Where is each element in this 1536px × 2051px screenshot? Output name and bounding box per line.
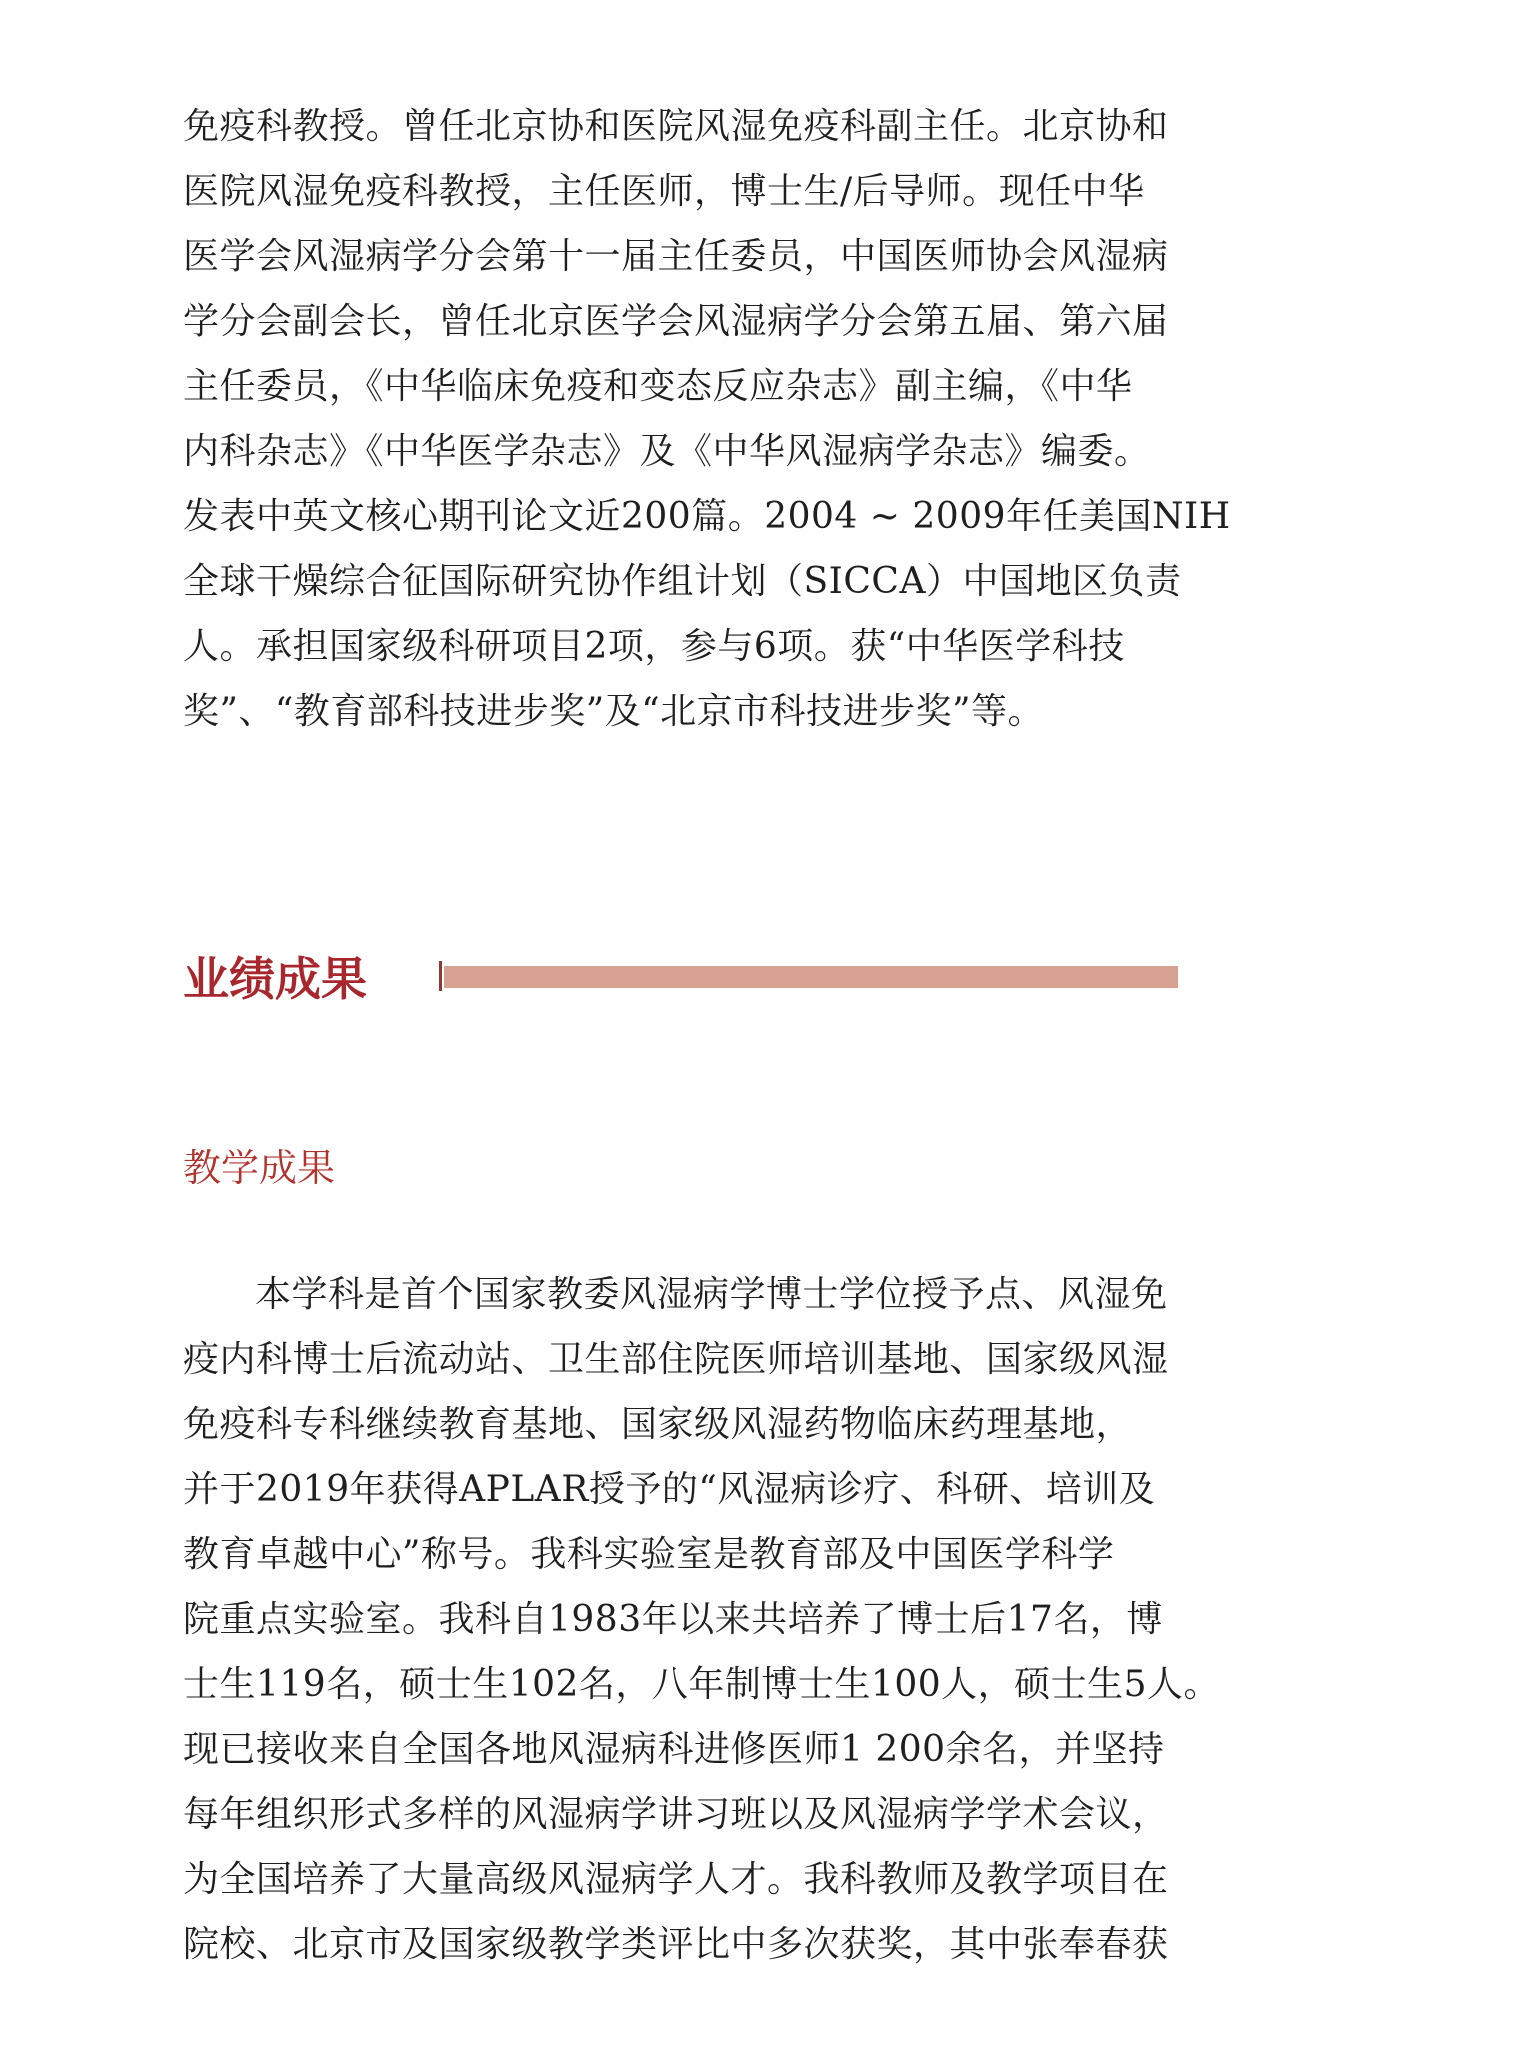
text-line: 为全国培养了大量高级风湿病学人才。我科教师及教学项目在: [183, 1859, 1169, 1900]
text-line: 主任委员，《中华临床免疫和变态反应杂志》副主编，《中华: [183, 366, 1133, 407]
text-line: 全球干燥综合征国际研究协作组计划（SICCA）中国地区负责: [183, 561, 1182, 602]
text-line: 发表中英文核心期刊论文近200篇。2004 ~ 2009年任美国NIH: [183, 496, 1231, 537]
text-line: 院重点实验室。我科自1983年以来共培养了博士后17名，博: [183, 1599, 1163, 1640]
heading-divider-tick: [439, 961, 442, 991]
text-line: 人。承担国家级科研项目2项，参与6项。获“中华医学科技: [183, 626, 1125, 667]
text-line: 免疫科专科继续教育基地、国家级风湿药物临床药理基地，: [183, 1404, 1133, 1445]
subsection-title: 教学成果: [183, 1146, 336, 1190]
text-line: 士生119名，硕士生102名，八年制博士生100人，硕士生5人。: [183, 1664, 1221, 1705]
text-line: 教育卓越中心”称号。我科实验室是教育部及中国医学科学: [183, 1534, 1115, 1575]
text-line: 本学科是首个国家教委风湿病学博士学位授予点、风湿免: [255, 1274, 1168, 1315]
text-line: 医院风湿免疫科教授，主任医师，博士生/后导师。现任中华: [183, 171, 1145, 212]
intro-paragraph: [183, 94, 1231, 744]
text-line: 并于2019年获得APLAR授予的“风湿病诊疗、科研、培训及: [183, 1469, 1156, 1510]
heading-divider-bar: [444, 966, 1178, 988]
text-line: 学分会副会长，曾任北京医学会风湿病学分会第五届、第六届: [183, 301, 1169, 342]
text-line: 内科杂志》《中华医学杂志》及《中华风湿病学杂志》编委。: [183, 431, 1151, 472]
text-line: 医学会风湿病学分会第十一届主任委员，中国医师协会风湿病: [183, 236, 1169, 277]
text-line: 疫内科博士后流动站、卫生部住院医师培训基地、国家级风湿: [183, 1339, 1169, 1380]
text-line: 院校、北京市及国家级教学类评比中多次获奖，其中张奉春获: [183, 1924, 1169, 1965]
section-title: 业绩成果: [183, 952, 367, 1006]
text-line: 现已接收来自全国各地风湿病科进修医师1 200余名，并坚持: [183, 1729, 1165, 1770]
section-heading: [183, 944, 1183, 1014]
text-line: 每年组织形式多样的风湿病学讲习班以及风湿病学学术会议，: [183, 1794, 1169, 1835]
body-paragraph: [183, 1262, 1221, 1977]
text-line: 免疫科教授。曾任北京协和医院风湿免疫科副主任。北京协和: [183, 106, 1169, 147]
text-line: 奖”、“教育部科技进步奖”及“北京市科技进步奖”等。: [183, 691, 1045, 732]
